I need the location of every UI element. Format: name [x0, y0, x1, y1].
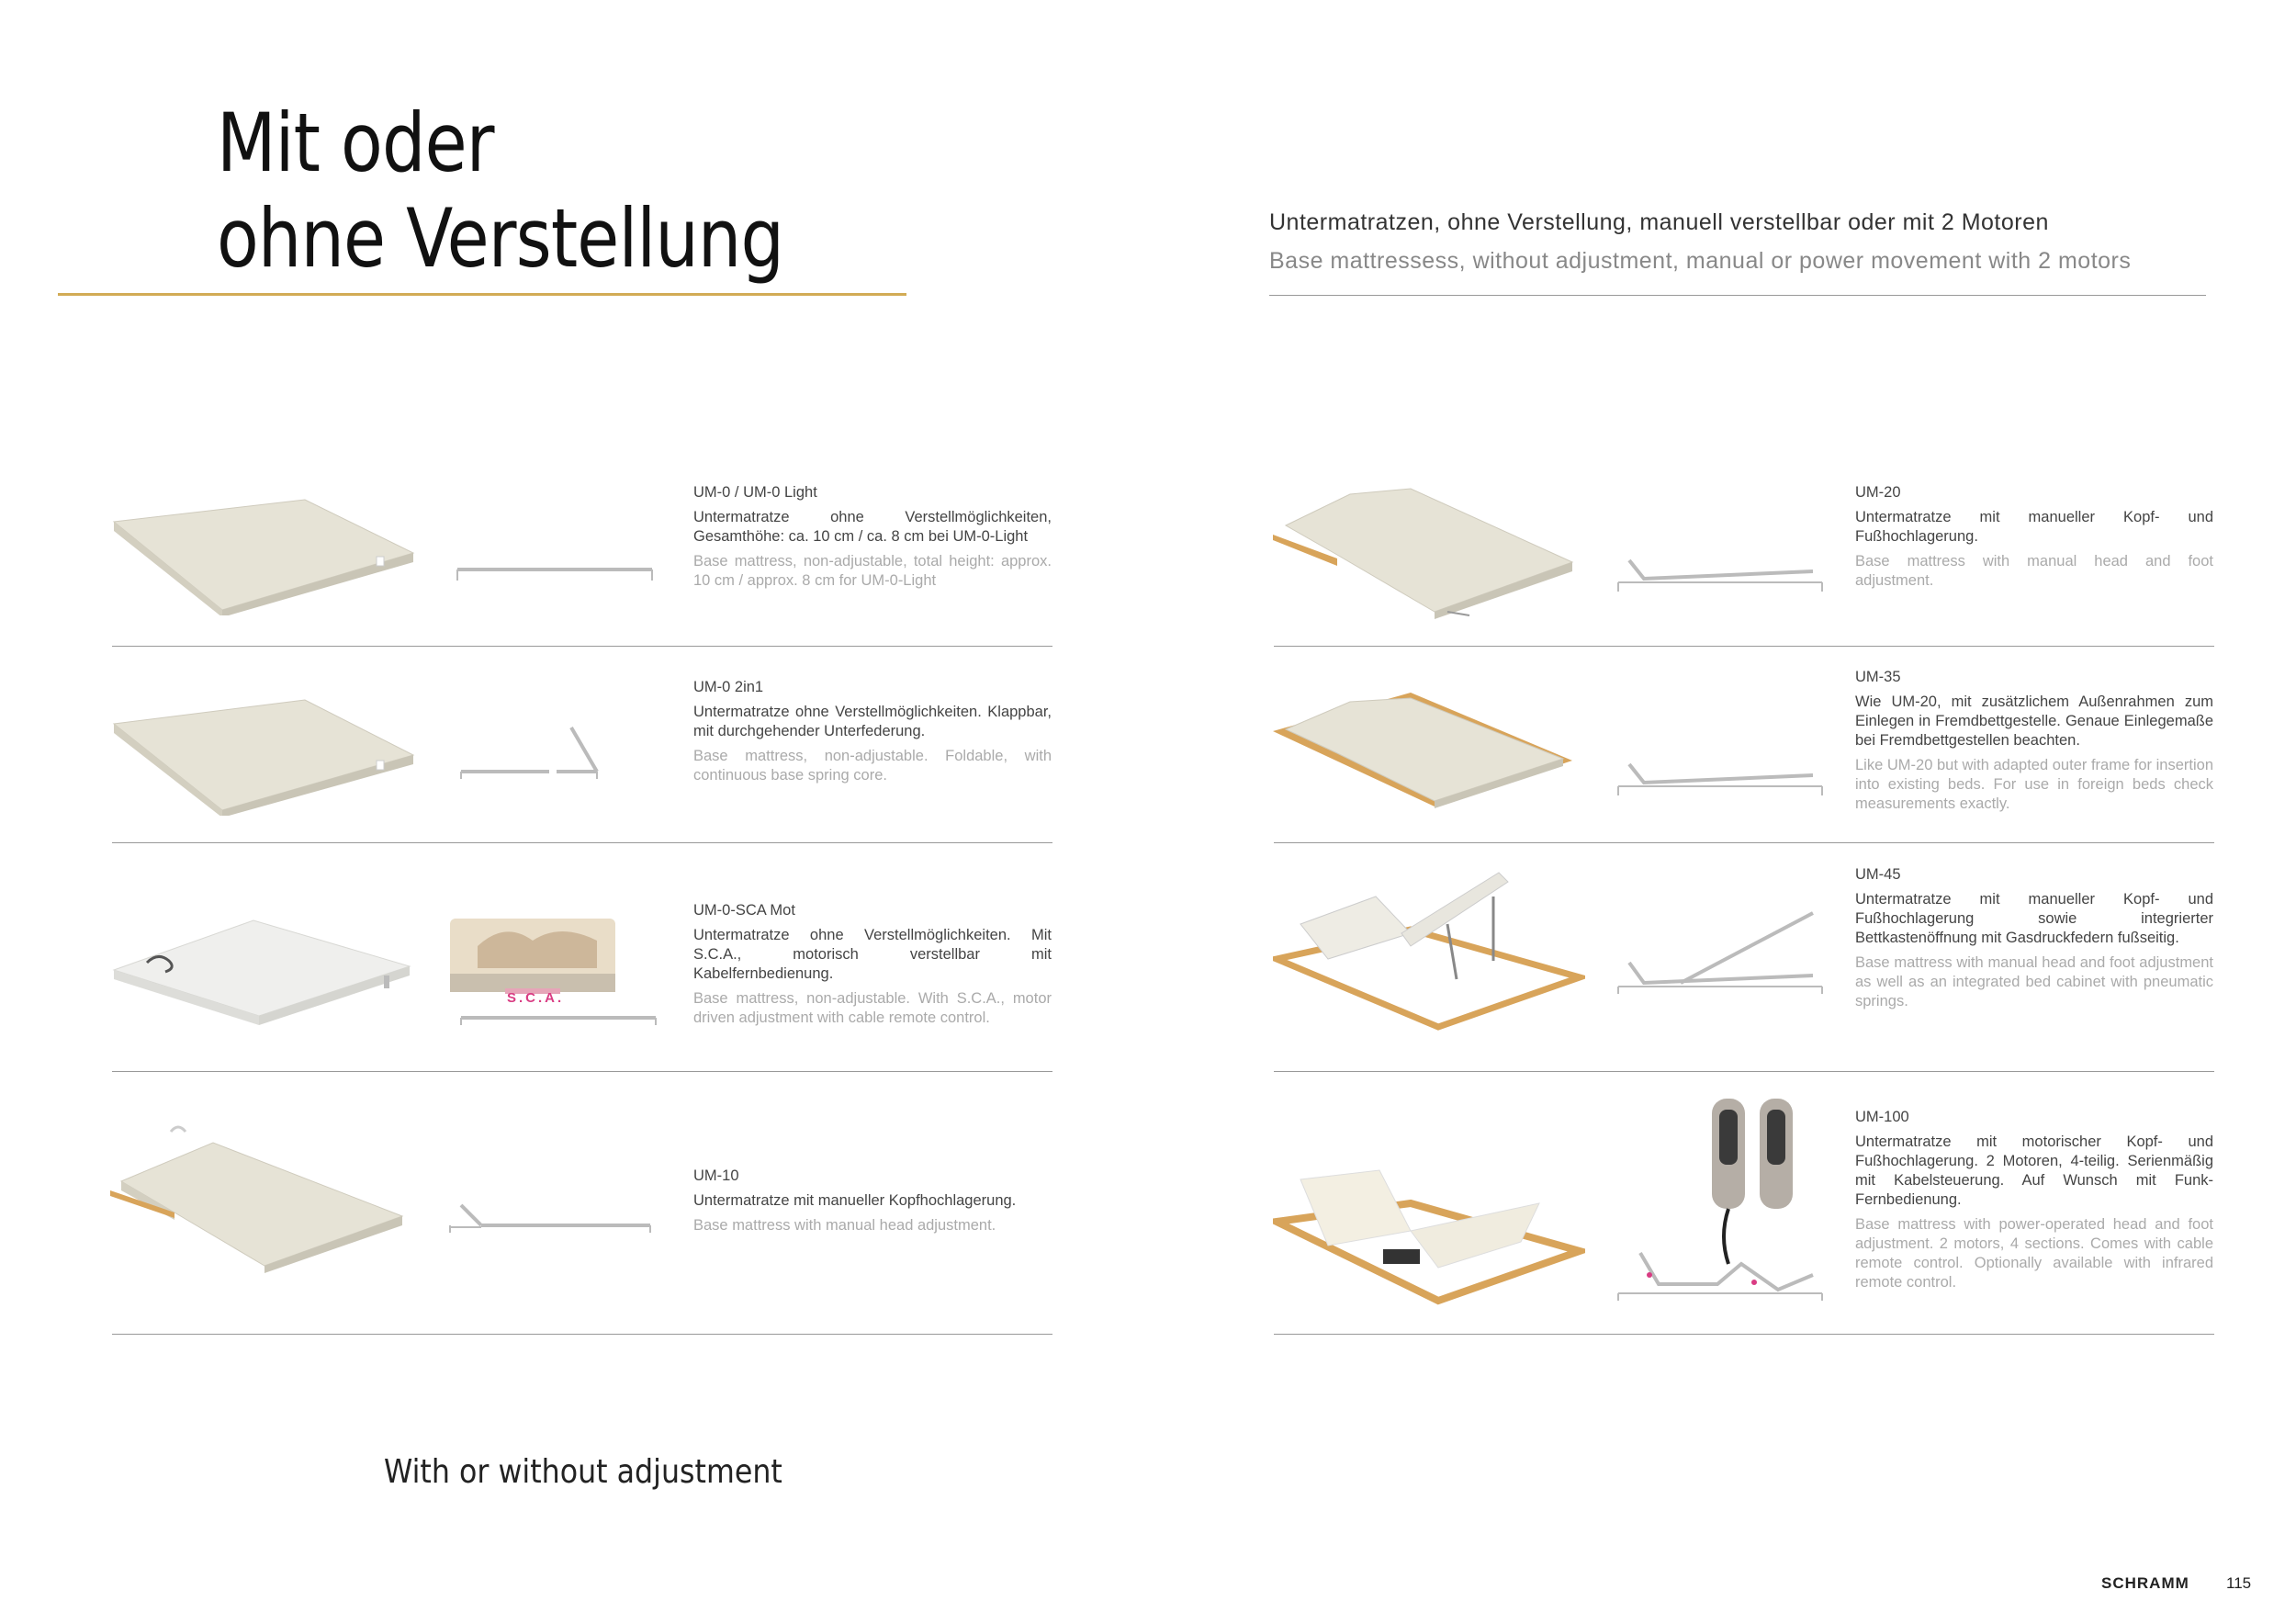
um-0-profile-diagram [456, 562, 658, 584]
product-desc-de: Untermatratze ohne Verstellmöglichkeiten. Klappbar, mit durchgehender Unterfederung. [693, 704, 1052, 739]
brand-name: SCHRAMM [2101, 1574, 2189, 1592]
row-divider [112, 842, 1052, 843]
um-35-profile-diagram [1616, 759, 1828, 799]
um-0-sca-mattress-photo [110, 909, 413, 1029]
product-desc-en: Base mattress with manual head adjustment. [693, 1217, 996, 1234]
product-desc-en: Like UM-20 but with adapted outer frame for insertion into existing beds. For use in foreign beds check measurements exactly. [1855, 757, 2213, 812]
sca-label: S.C.A. [507, 990, 565, 1006]
product-desc-de: Untermatratze mit manueller Kopf- und Fußhochlagerung sowie integrierter Bettkastenöffnung mit Gasdruckfedern fußseitig. [1855, 891, 2213, 946]
title-underline [58, 293, 906, 296]
product-um-100 [1855, 1108, 2213, 1292]
product-code: UM-100 [1855, 1109, 1909, 1125]
product-code: UM-20 [1855, 484, 1901, 501]
product-desc-de: Untermatratze mit manueller Kopfhochlagerung. [693, 1192, 1017, 1209]
product-desc-en: Base mattress, non-adjustable, total height: approx. 10 cm / approx. 8 cm for UM-0-Light [693, 553, 1052, 589]
subtitle-german: Untermatratzen, ohne Verstellung, manuell verstellbar oder mit 2 Motoren [1269, 209, 2049, 235]
product-code: UM-35 [1855, 669, 1901, 685]
title-line-2: ohne Verstellung [217, 191, 784, 286]
product-um-35 [1855, 668, 2213, 814]
row-divider [112, 1334, 1052, 1335]
um-0-mattress-photo [110, 496, 422, 615]
product-desc-de: Untermatratze ohne Verstellmöglichkeiten, Gesamthöhe: ca. 10 cm / ca. 8 cm bei UM-0-Light [693, 509, 1052, 545]
product-um-10 [693, 1167, 1052, 1235]
page-number: 115 [2226, 1574, 2252, 1592]
product-desc-en: Base mattress with power-operated head and foot adjustment. 2 motors, 4 sections. Comes with cable remote control. Optionally available with infrared remote control. [1855, 1216, 2213, 1291]
product-um-0-2in1 [693, 678, 1052, 785]
product-code: UM-45 [1855, 866, 1901, 883]
um-10-profile-diagram [448, 1194, 659, 1240]
um-0-sca-profile-diagram [459, 1010, 661, 1029]
product-um-20 [1855, 483, 2213, 591]
page-title [217, 96, 783, 287]
um-35-mattress-photo [1273, 687, 1576, 816]
product-um-0-sca [693, 901, 1052, 1028]
product-desc-de: Untermatratze mit manueller Kopf- und Fußhochlagerung. [1855, 509, 2213, 545]
title-line-1: Mit oder [217, 96, 494, 190]
product-um-45 [1855, 865, 2213, 1011]
row-divider [112, 646, 1052, 647]
row-divider [1274, 842, 2214, 843]
product-um-0 [693, 483, 1052, 591]
product-desc-en: Base mattress with manual head and foot adjustment. [1855, 553, 2213, 589]
um-100-profile-diagram [1616, 1227, 1828, 1310]
product-code: UM-0 2in1 [693, 679, 764, 695]
subtitle-english: Base mattressess, without adjustment, manual or power movement with 2 motors [1269, 248, 2132, 274]
um-10-mattress-photo [110, 1121, 413, 1277]
product-desc-de: Untermatratze ohne Verstellmöglichkeiten. Mit S.C.A., motorisch verstellbar mit Kabelfernbedienung. [693, 927, 1052, 982]
row-divider [1274, 1071, 2214, 1072]
row-divider [1274, 1334, 2214, 1335]
product-desc-de: Wie UM-20, mit zusätzlichem Außenrahmen zum Einlegen in Fremdbettgestelle. Genaue Einlegemaße bei Fremdbettgestellen beachten. [1855, 694, 2213, 749]
um-0-2in1-mattress-photo [110, 696, 422, 816]
english-title: With or without adjustment [384, 1453, 782, 1491]
um-20-profile-diagram [1616, 555, 1828, 595]
product-desc-en: Base mattress, non-adjustable. With S.C.A., motor driven adjustment with cable remote control. [693, 990, 1052, 1026]
product-code: UM-0 / UM-0 Light [693, 484, 817, 501]
product-desc-en: Base mattress, non-adjustable. Foldable, with continuous base spring core. [693, 748, 1052, 784]
product-desc-en: Base mattress with manual head and foot adjustment as well as an integrated bed cabinet with pneumatic springs. [1855, 954, 2213, 1009]
um-20-mattress-photo [1273, 478, 1585, 625]
um-0-2in1-profile-diagram [459, 722, 606, 781]
row-divider [1274, 646, 2214, 647]
product-desc-de: Untermatratze mit motorischer Kopf- und Fußhochlagerung. 2 Motoren, 4-teilig. Serienmäßig mit Kabelsteuerung. Auf Wunsch mit Funk-Fernbedienung. [1855, 1133, 2213, 1208]
row-divider [112, 1071, 1052, 1072]
subtitle-rule [1269, 295, 2206, 296]
um-45-profile-diagram [1616, 906, 1828, 998]
um-45-mattress-photo [1273, 869, 1585, 1034]
um-100-mattress-photo [1273, 1167, 1585, 1314]
product-code: UM-0-SCA Mot [693, 902, 795, 919]
product-code: UM-10 [693, 1167, 739, 1184]
